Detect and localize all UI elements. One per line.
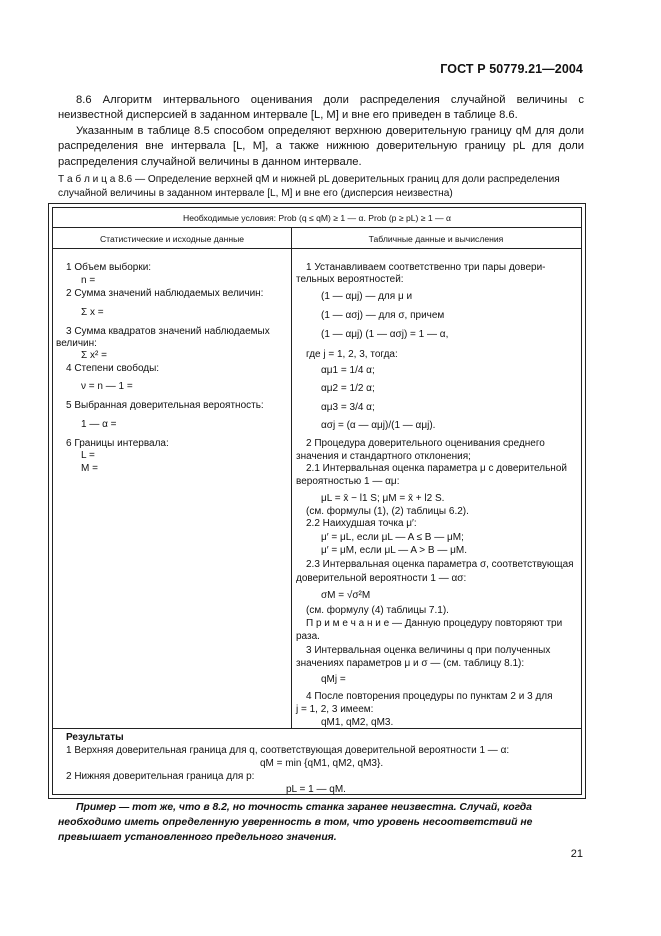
right-line: αμ2 = 1/2 α; [321,383,375,394]
right-line: αμ3 = 3/4 α; [321,402,375,413]
result-line: 2 Нижняя доверительная граница для p: [66,771,255,782]
left-line: 2 Сумма значений наблюдаемых величин: [66,288,264,299]
left-line: 1 Объем выборки: [66,262,152,273]
left-line: Σ x = [81,307,104,318]
row-divider [53,728,581,729]
result-line: pL = 1 — qM. [286,784,346,795]
right-line: где j = 1, 2, 3, тогда: [306,349,398,360]
right-line: qM1, qM2, qM3. [321,717,394,728]
right-line: 2.3 Интервальная оценка параметра σ, соответствующая [306,559,574,570]
left-line: 3 Сумма квадратов значений наблюдаемых [66,326,270,337]
right-line: (1 — αμj) (1 — ασj) = 1 — α, [321,329,449,340]
left-line: M = [81,463,98,474]
example-note: Пример — тот же, что в 8.2, но точность станка заранее неизвестна. Случай, когда необходимо иметь определенную уверенность в том, что уровень несоответствий не превышает установленного предельного значения. [58,802,533,843]
right-line: 1 Устанавливаем соответственно три пары довери- [306,262,546,273]
left-line: величин: [56,338,97,349]
right-line: 2 Процедура доверительного оценивания среднего [306,438,545,449]
right-line: (1 — αμj) — для μ и [321,291,413,302]
column-header-left: Статистические и исходные данные [99,234,245,244]
right-line: 2.1 Интервальная оценка параметра μ с доверительной [306,463,567,474]
left-line: 4 Степени свободы: [66,363,160,374]
table-8-6 [48,203,586,799]
right-line: 4 После повторения процедуры по пунктам 2 и 3 для [306,691,553,702]
left-line: n = [81,275,96,286]
right-line: вероятностью 1 — αμ: [296,476,400,487]
left-line: Σ x² = [81,350,107,361]
column-divider [291,227,292,728]
right-line: μ′ = μM, если μL — A > B — μM. [321,545,468,556]
right-line: μ′ = μL, если μL — A ≤ B — μM; [321,532,464,543]
right-line: αμ1 = 1/4 α; [321,365,375,376]
right-line: (см. формулу (4) таблицы 7.1). [306,605,449,616]
right-line: μL = x̄ − l1 S; μM = x̄ + l2 S. [321,493,445,504]
right-line: (см. формулы (1), (2) таблицы 6.2). [306,506,469,517]
right-line: доверительной вероятности 1 — ασ: [296,573,467,584]
right-line: раза. [296,631,320,642]
right-line: 2.2 Наихудшая точка μ′: [306,518,417,529]
left-line: ν = n — 1 = [81,381,133,392]
left-line: L = [81,450,95,461]
right-line: ασj = (α — αμj)/(1 — αμj). [321,420,436,431]
row-divider [53,248,581,249]
right-line: значениях параметров μ и σ — (см. таблицу 8.1): [296,658,525,669]
right-line: (1 — ασj) — для σ, причем [321,310,445,321]
right-line: 3 Интервальная оценка величины q при полученных [306,645,551,656]
table-conditions: Необходимые условия: Prob (q ≤ qM) ≥ 1 — α. Prob (p ≥ pL) ≥ 1 — α [182,213,451,223]
table-caption: Т а б л и ц а 8.6 — Определение верхней qM и нижней pL доверительных границ для доли распределения случайной величины в заданном интервале [L, M] и вне его (дисперсия неизвестна) [58,174,560,199]
right-line: П р и м е ч а н и е — Данную процедуру повторяют три [306,618,563,629]
right-line: σM = √σ²M [321,590,371,601]
result-line: qM = min {qM1, qM2, qM3}. [260,758,384,769]
intro-paragraph-1: 8.6 Алгоритм интервального оценивания доли распределения случайной величины с неизвестной дисперсией в заданном интервале [L, M] и вне его приведен в таблице 8.6. [58,94,584,122]
intro-paragraph-2: Указанным в таблице 8.5 способом определяют верхнюю доверительную границу qM для доли распределения вне интервала [L, M], а также нижнюю доверительную границу pL для доли распределения случайной величины в данном интервале. [58,125,584,168]
row-divider [53,227,581,228]
right-line: j = 1, 2, 3 имеем: [296,704,374,715]
left-line: 5 Выбранная доверительная вероятность: [66,400,264,411]
right-line: тельных вероятностей: [296,274,404,285]
result-line: 1 Верхняя доверительная граница для q, соответствующая доверительной вероятности 1 — α: [66,745,510,756]
page-number: 21 [570,848,583,860]
document-code: ГОСТ Р 50779.21—2004 [440,62,583,76]
right-line: qMj = [321,674,346,685]
results-title: Результаты [66,732,124,743]
left-line: 1 — α = [81,419,117,430]
right-line: значения и стандартного отклонения; [296,451,471,462]
column-header-right: Табличные данные и вычисления [368,234,504,244]
left-line: 6 Границы интервала: [66,438,169,449]
table-inner-frame [52,207,582,795]
